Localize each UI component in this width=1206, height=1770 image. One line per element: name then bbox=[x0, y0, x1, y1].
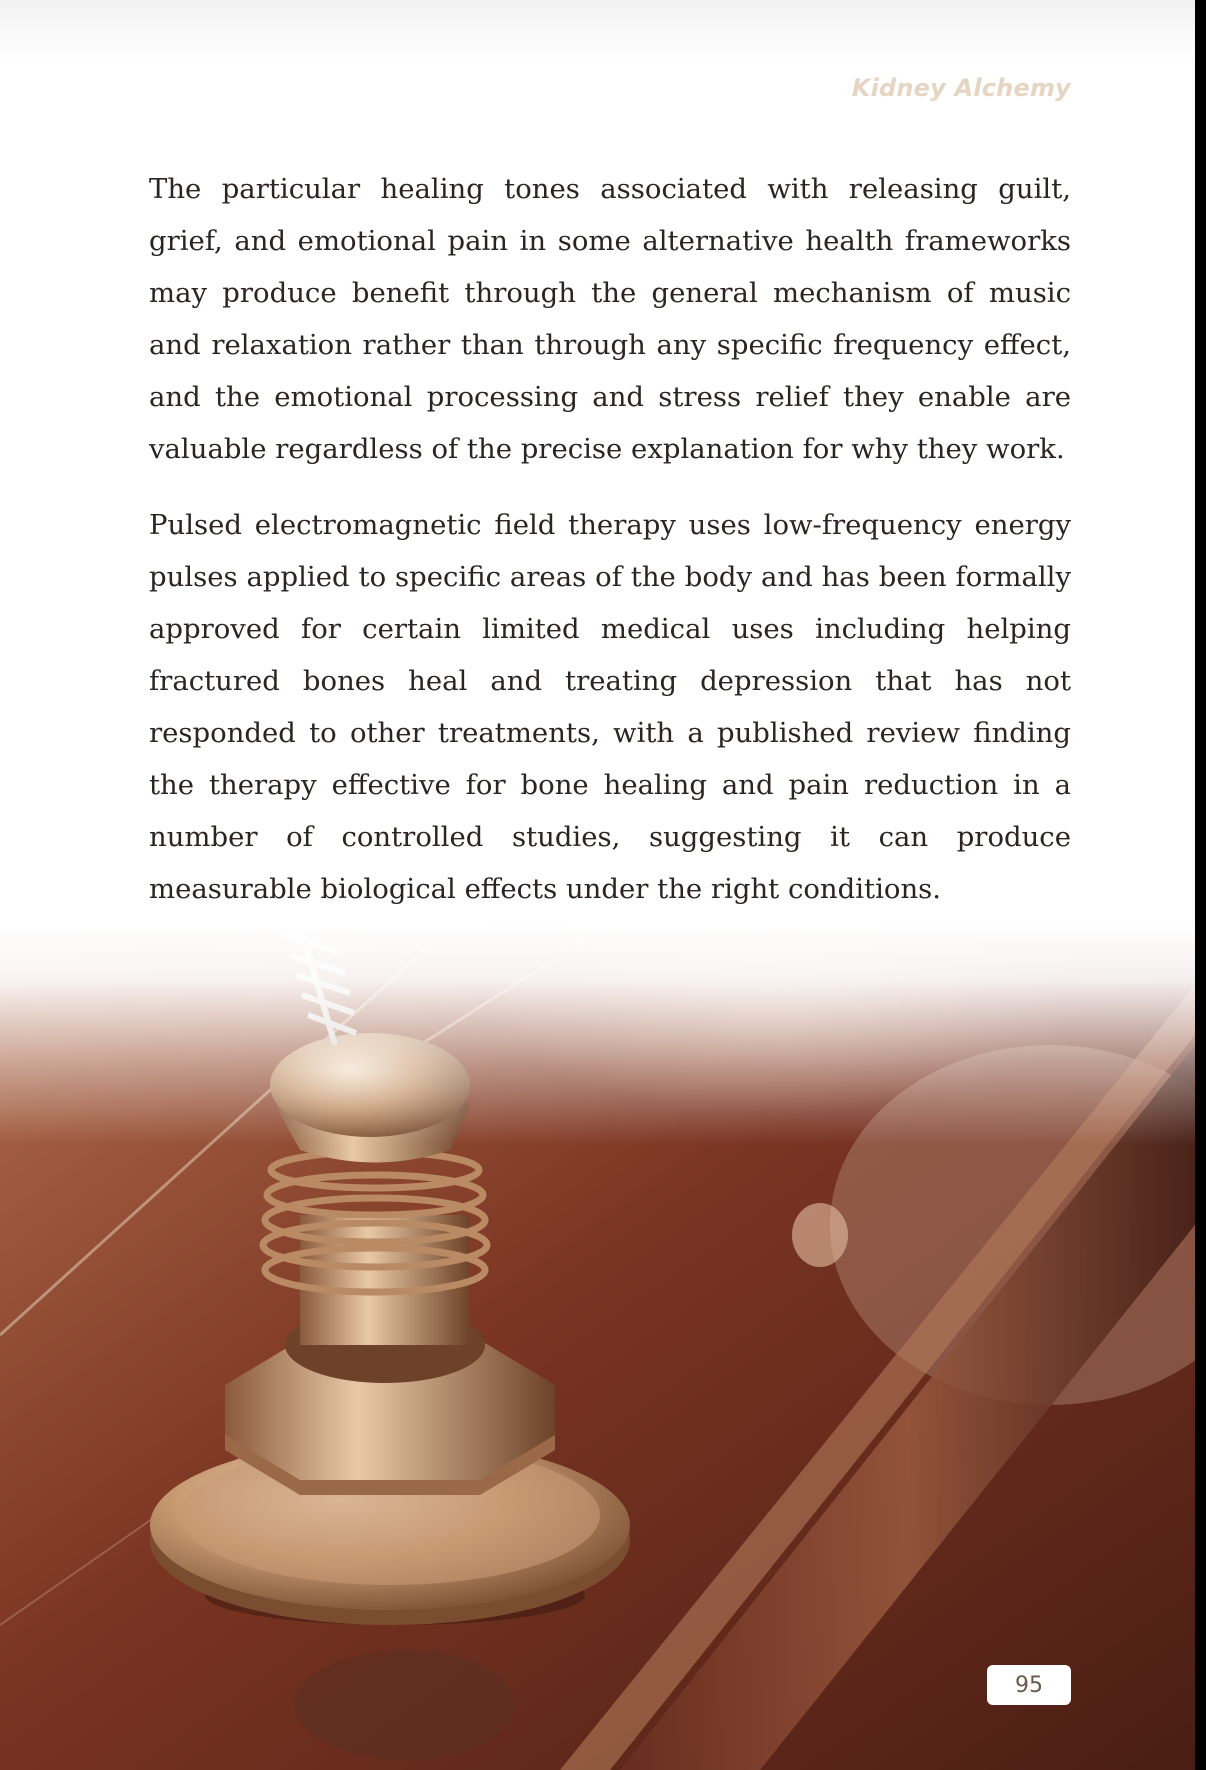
running-head-title: Kidney Alchemy bbox=[851, 74, 1071, 102]
page-number: 95 bbox=[987, 1665, 1071, 1705]
paragraph: Pulsed electromagnetic field therapy uses low-frequency energy pulses applied to specific areas of the body and has been formally approved for certain limited medical uses including helping fractured bones heal and treating depression that has not responded to other treatments, with a published review finding the therapy effective for bone healing and pain reduction in a number of controlled studies, suggesting it can produce measurable biological effects under the right conditions. bbox=[149, 509, 1071, 905]
guitar-bridge-photo bbox=[0, 925, 1195, 1770]
body-text bbox=[149, 163, 1071, 939]
photo-top-fade bbox=[0, 925, 1195, 1145]
screen-edge bbox=[1195, 0, 1206, 1770]
paragraph: The particular healing tones associated with releasing guilt, grief, and emotional pain in some alternative health frameworks may produce benefit through the general mechanism of music and relaxation rather than through any specific frequency effect, and the emotional processing and stress relief they enable are valuable regardless of the precise explanation for why they work. bbox=[149, 173, 1071, 465]
